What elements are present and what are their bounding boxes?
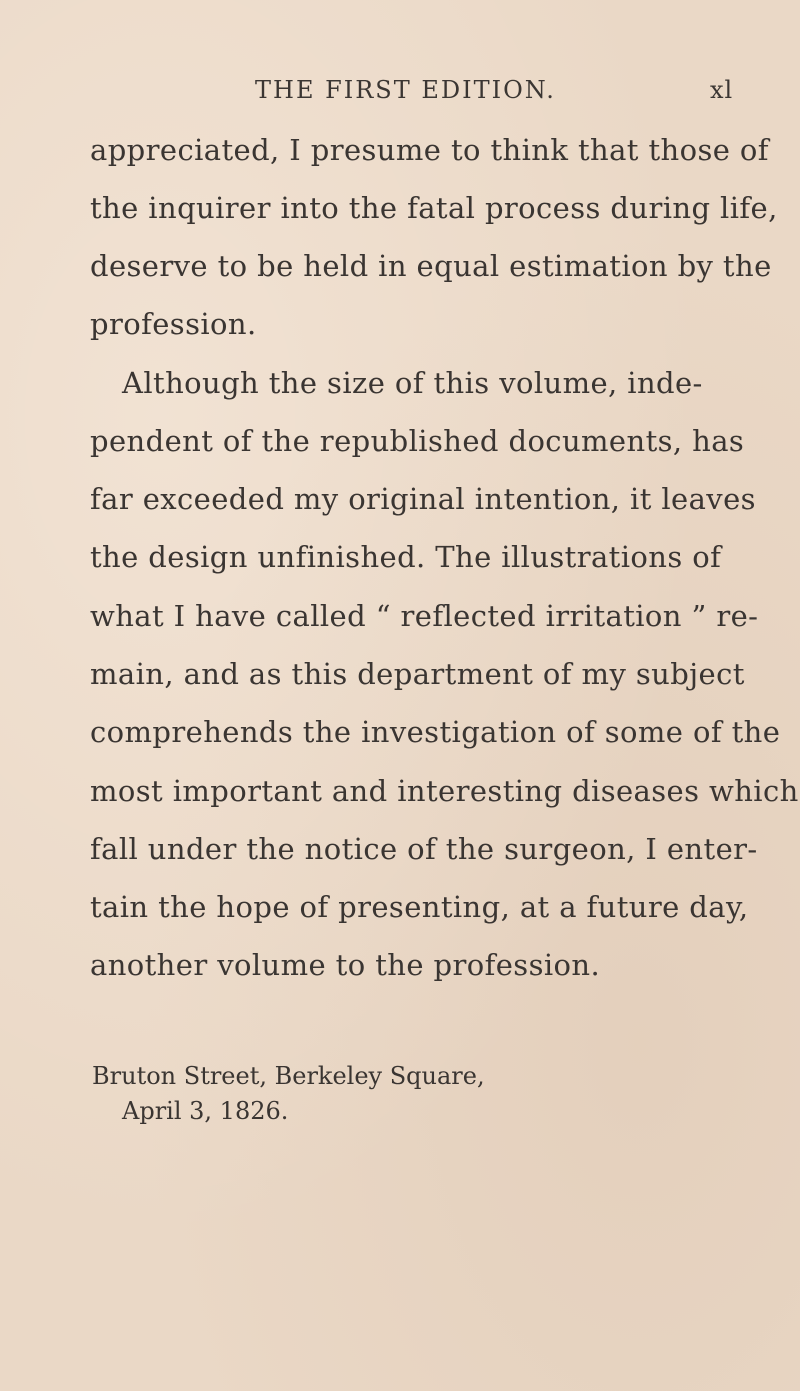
text-line: pendent of the republished documents, has xyxy=(90,424,745,458)
text-line: what I have called “ reflected irritation ” re- xyxy=(90,599,759,633)
text-line: main, and as this department of my subject xyxy=(90,657,745,691)
text-line: another volume to the profession. xyxy=(90,948,601,982)
text-line: the design unfinished. The illustrations of xyxy=(90,540,722,574)
text-line: appreciated, I presume to think that those of xyxy=(90,133,769,167)
signoff-date: April 3, 1826. xyxy=(122,1097,289,1125)
text-line: comprehends the investigation of some of the xyxy=(90,715,781,749)
text-line: Although the size of this volume, inde- xyxy=(122,366,703,400)
text-line: most important and interesting diseases which xyxy=(90,774,799,808)
text-line: tain the hope of presenting, at a future day, xyxy=(90,890,749,924)
signoff-address: Bruton Street, Berkeley Square, xyxy=(92,1062,485,1090)
text-line: far exceeded my original intention, it leaves xyxy=(90,482,756,516)
page-number: xl xyxy=(710,76,734,104)
text-line: the inquirer into the fatal process during life, xyxy=(90,191,778,225)
text-line: profession. xyxy=(90,307,257,341)
text-line: fall under the notice of the surgeon, I enter- xyxy=(90,832,758,866)
running-title: THE FIRST EDITION. xyxy=(255,76,556,104)
text-line: deserve to be held in equal estimation by the xyxy=(90,249,772,283)
